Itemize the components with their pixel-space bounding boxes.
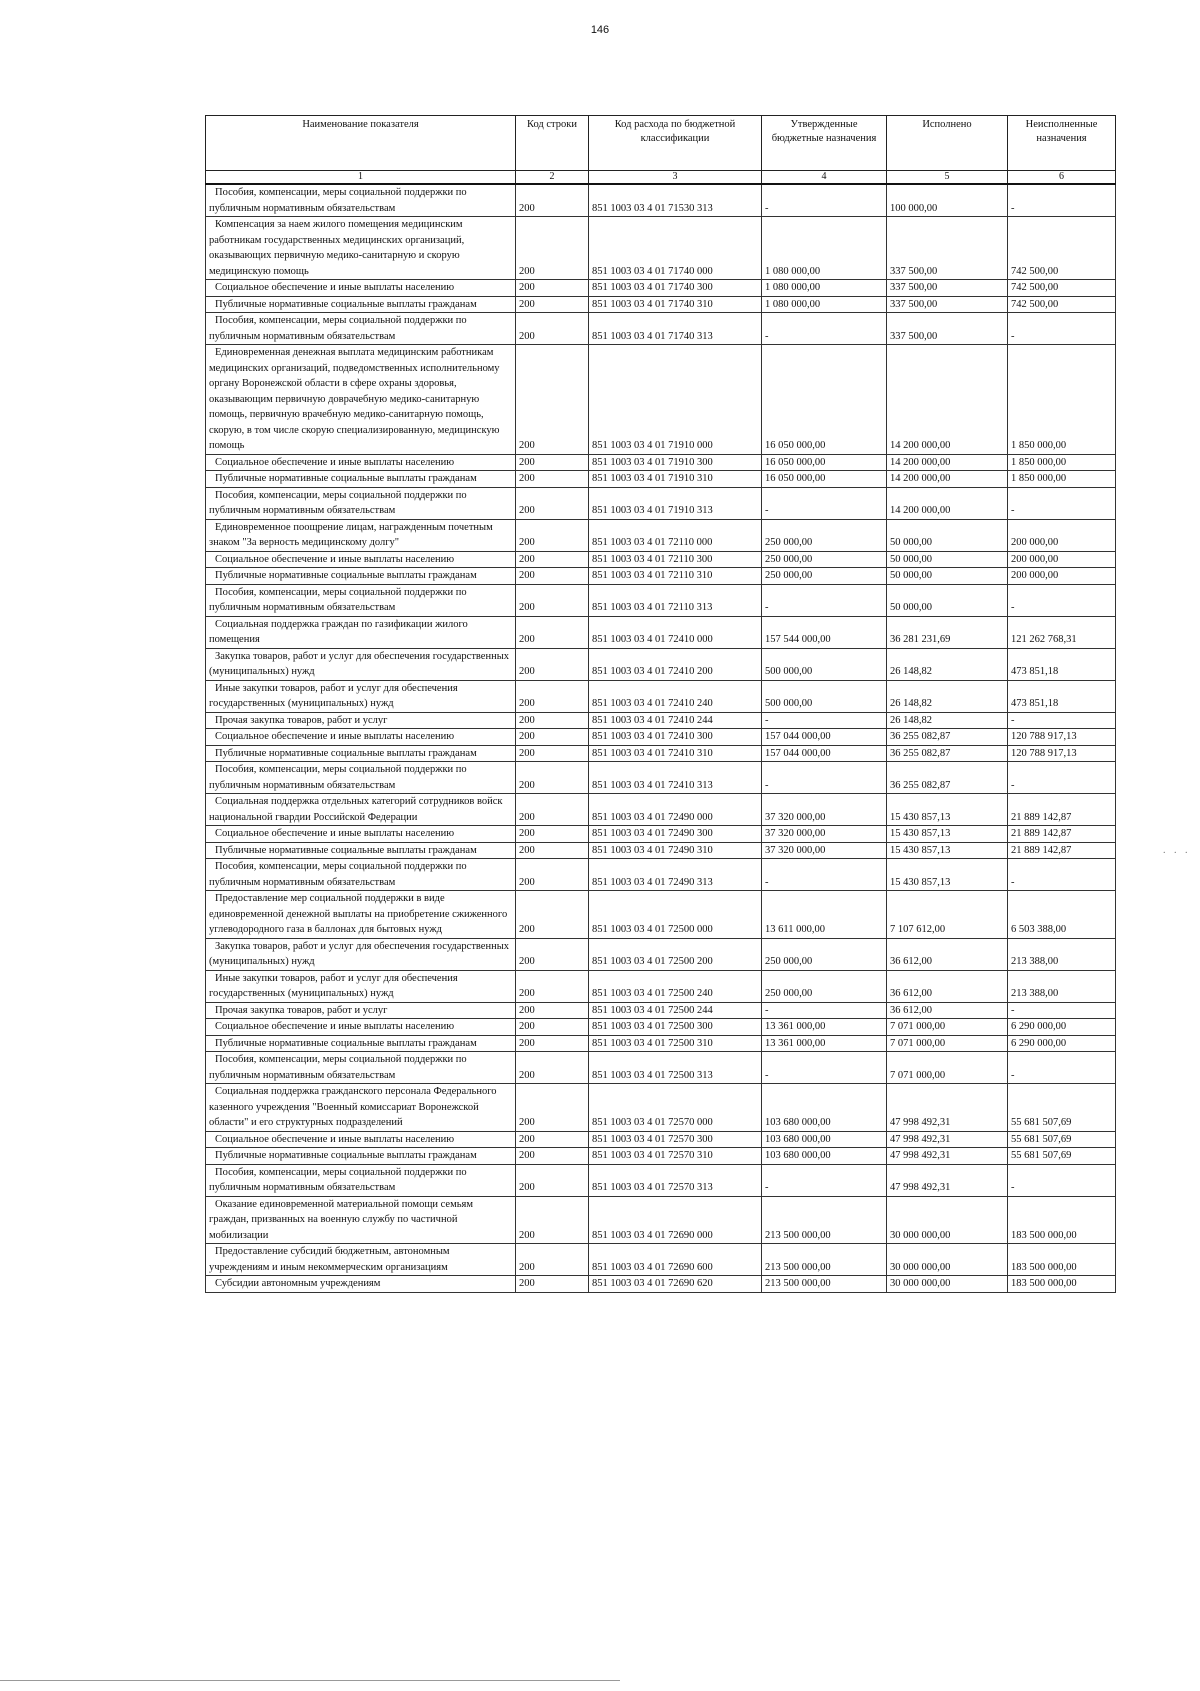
row-name-cell: Пособия, компенсации, меры социальной поддержки по публичным нормативным обязательствам: [206, 859, 516, 891]
row-executed-cell: 36 255 082,87: [887, 762, 1008, 794]
row-expense-code-cell: 851 1003 03 4 01 71910 313: [589, 487, 762, 519]
table-row: [206, 296, 1116, 313]
row-executed-cell: 50 000,00: [887, 519, 1008, 551]
row-line-code-cell: 200: [516, 680, 589, 712]
row-unexecuted-cell: 213 388,00: [1008, 938, 1116, 970]
row-executed-cell: 15 430 857,13: [887, 826, 1008, 843]
row-expense-code-cell: 851 1003 03 4 01 72690 000: [589, 1196, 762, 1244]
scan-artifact-line: [0, 1680, 620, 1681]
row-executed-cell: 50 000,00: [887, 584, 1008, 616]
table-row: [206, 1196, 1116, 1244]
row-executed-cell: 36 255 082,87: [887, 729, 1008, 746]
row-unexecuted-cell: 21 889 142,87: [1008, 842, 1116, 859]
row-expense-code-cell: 851 1003 03 4 01 72570 310: [589, 1148, 762, 1165]
row-line-code-cell: 200: [516, 842, 589, 859]
row-expense-code-cell: 851 1003 03 4 01 71910 310: [589, 471, 762, 488]
row-name-cell: Пособия, компенсации, меры социальной поддержки по публичным нормативным обязательствам: [206, 762, 516, 794]
row-name-cell: Публичные нормативные социальные выплаты гражданам: [206, 745, 516, 762]
row-unexecuted-cell: 120 788 917,13: [1008, 745, 1116, 762]
row-line-code-cell: 200: [516, 454, 589, 471]
row-executed-cell: 36 612,00: [887, 1002, 1008, 1019]
row-unexecuted-cell: 213 388,00: [1008, 970, 1116, 1002]
column-number: 2: [516, 171, 589, 185]
table-row: [206, 217, 1116, 280]
row-executed-cell: 30 000 000,00: [887, 1196, 1008, 1244]
table-row: [206, 1164, 1116, 1196]
row-approved-cell: -: [762, 712, 887, 729]
row-expense-code-cell: 851 1003 03 4 01 72490 313: [589, 859, 762, 891]
row-name-cell: Предоставление субсидий бюджетным, автономным учреждениям и иным некоммерческим организациям: [206, 1244, 516, 1276]
row-executed-cell: 26 148,82: [887, 712, 1008, 729]
column-number: 1: [206, 171, 516, 185]
row-name-cell: Субсидии автономным учреждениям: [206, 1276, 516, 1293]
row-name-cell: Единовременная денежная выплата медицинским работникам медицинских организаций, подведомственных исполнительному органу Воронежской области в сфере охраны здоровья, оказывающим первичную доврачебную медико-санитарную помощь, первичную врачебную медико-санитарную помощь, скорую, в том числе скорую специализированную, медицинскую помощь: [206, 345, 516, 455]
row-expense-code-cell: 851 1003 03 4 01 72570 313: [589, 1164, 762, 1196]
row-expense-code-cell: 851 1003 03 4 01 72500 313: [589, 1052, 762, 1084]
row-unexecuted-cell: 55 681 507,69: [1008, 1084, 1116, 1132]
row-executed-cell: 47 998 492,31: [887, 1084, 1008, 1132]
table-row: [206, 345, 1116, 455]
row-expense-code-cell: 851 1003 03 4 01 72410 300: [589, 729, 762, 746]
row-unexecuted-cell: 200 000,00: [1008, 568, 1116, 585]
table-row: [206, 1002, 1116, 1019]
row-expense-code-cell: 851 1003 03 4 01 72570 300: [589, 1131, 762, 1148]
header-row: [206, 116, 1116, 171]
row-approved-cell: 13 361 000,00: [762, 1019, 887, 1036]
column-header-approved: Утвержденные бюджетные назначения: [762, 116, 887, 171]
row-unexecuted-cell: 742 500,00: [1008, 280, 1116, 297]
row-unexecuted-cell: 6 290 000,00: [1008, 1035, 1116, 1052]
row-executed-cell: 30 000 000,00: [887, 1276, 1008, 1293]
row-approved-cell: 213 500 000,00: [762, 1244, 887, 1276]
row-line-code-cell: 200: [516, 345, 589, 455]
row-approved-cell: 157 044 000,00: [762, 729, 887, 746]
row-unexecuted-cell: 742 500,00: [1008, 296, 1116, 313]
row-unexecuted-cell: 1 850 000,00: [1008, 454, 1116, 471]
row-line-code-cell: 200: [516, 891, 589, 939]
row-unexecuted-cell: 1 850 000,00: [1008, 471, 1116, 488]
row-line-code-cell: 200: [516, 970, 589, 1002]
table-row: [206, 1244, 1116, 1276]
row-approved-cell: 103 680 000,00: [762, 1084, 887, 1132]
row-unexecuted-cell: 121 262 768,31: [1008, 616, 1116, 648]
table-row: [206, 1052, 1116, 1084]
row-name-cell: Социальное обеспечение и иные выплаты населению: [206, 1019, 516, 1036]
row-approved-cell: -: [762, 313, 887, 345]
row-name-cell: Социальное обеспечение и иные выплаты населению: [206, 280, 516, 297]
table-body: [206, 184, 1116, 1292]
column-header-expense-code: Код расхода по бюджетной классификации: [589, 116, 762, 171]
row-expense-code-cell: 851 1003 03 4 01 72690 600: [589, 1244, 762, 1276]
row-approved-cell: 103 680 000,00: [762, 1148, 887, 1165]
row-expense-code-cell: 851 1003 03 4 01 71910 000: [589, 345, 762, 455]
row-name-cell: Компенсация за наем жилого помещения медицинским работникам государственных медицинских организаций, оказывающих первичную медико-санитарную и скорую медицинскую помощь: [206, 217, 516, 280]
row-expense-code-cell: 851 1003 03 4 01 71740 000: [589, 217, 762, 280]
row-unexecuted-cell: 55 681 507,69: [1008, 1148, 1116, 1165]
row-expense-code-cell: 851 1003 03 4 01 71740 313: [589, 313, 762, 345]
row-expense-code-cell: 851 1003 03 4 01 72570 000: [589, 1084, 762, 1132]
row-name-cell: Пособия, компенсации, меры социальной поддержки по публичным нормативным обязательствам: [206, 487, 516, 519]
row-approved-cell: 37 320 000,00: [762, 794, 887, 826]
table-row: [206, 584, 1116, 616]
row-executed-cell: 337 500,00: [887, 217, 1008, 280]
row-executed-cell: 50 000,00: [887, 568, 1008, 585]
row-expense-code-cell: 851 1003 03 4 01 72410 240: [589, 680, 762, 712]
row-unexecuted-cell: 1 850 000,00: [1008, 345, 1116, 455]
row-line-code-cell: 200: [516, 648, 589, 680]
row-executed-cell: 26 148,82: [887, 648, 1008, 680]
row-executed-cell: 7 071 000,00: [887, 1052, 1008, 1084]
row-line-code-cell: 200: [516, 616, 589, 648]
row-unexecuted-cell: -: [1008, 313, 1116, 345]
row-executed-cell: 14 200 000,00: [887, 487, 1008, 519]
column-header-name: Наименование показателя: [206, 116, 516, 171]
row-line-code-cell: 200: [516, 1196, 589, 1244]
row-executed-cell: 36 612,00: [887, 970, 1008, 1002]
row-line-code-cell: 200: [516, 1002, 589, 1019]
row-line-code-cell: 200: [516, 1052, 589, 1084]
column-header-executed: Исполнено: [887, 116, 1008, 171]
table-row: [206, 794, 1116, 826]
row-expense-code-cell: 851 1003 03 4 01 72110 000: [589, 519, 762, 551]
row-line-code-cell: 200: [516, 584, 589, 616]
table-row: [206, 1276, 1116, 1293]
row-line-code-cell: 200: [516, 712, 589, 729]
row-line-code-cell: 200: [516, 184, 589, 217]
row-name-cell: Единовременное поощрение лицам, награжденным почетным знаком "За верность медицинскому долгу": [206, 519, 516, 551]
row-line-code-cell: 200: [516, 826, 589, 843]
row-name-cell: Публичные нормативные социальные выплаты гражданам: [206, 568, 516, 585]
row-expense-code-cell: 851 1003 03 4 01 72110 300: [589, 551, 762, 568]
row-executed-cell: 14 200 000,00: [887, 345, 1008, 455]
row-name-cell: Пособия, компенсации, меры социальной поддержки по публичным нормативным обязательствам: [206, 584, 516, 616]
row-line-code-cell: 200: [516, 1244, 589, 1276]
row-name-cell: Социальное обеспечение и иные выплаты населению: [206, 729, 516, 746]
table-row: [206, 471, 1116, 488]
row-executed-cell: 36 612,00: [887, 938, 1008, 970]
row-name-cell: Публичные нормативные социальные выплаты гражданам: [206, 1148, 516, 1165]
row-line-code-cell: 200: [516, 217, 589, 280]
table-row: [206, 859, 1116, 891]
row-name-cell: Публичные нормативные социальные выплаты гражданам: [206, 471, 516, 488]
column-header-unexecuted: Неисполненные назначения: [1008, 116, 1116, 171]
row-expense-code-cell: 851 1003 03 4 01 72110 313: [589, 584, 762, 616]
row-approved-cell: 157 544 000,00: [762, 616, 887, 648]
row-line-code-cell: 200: [516, 487, 589, 519]
row-expense-code-cell: 851 1003 03 4 01 72410 244: [589, 712, 762, 729]
table-row: [206, 487, 1116, 519]
row-approved-cell: 1 080 000,00: [762, 296, 887, 313]
row-approved-cell: 500 000,00: [762, 680, 887, 712]
table-row: [206, 938, 1116, 970]
row-unexecuted-cell: 200 000,00: [1008, 519, 1116, 551]
row-expense-code-cell: 851 1003 03 4 01 71910 300: [589, 454, 762, 471]
row-name-cell: Иные закупки товаров, работ и услуг для обеспечения государственных (муниципальных) нужд: [206, 680, 516, 712]
row-name-cell: Социальное обеспечение и иные выплаты населению: [206, 454, 516, 471]
table-row: [206, 712, 1116, 729]
table-row: [206, 568, 1116, 585]
row-name-cell: Пособия, компенсации, меры социальной поддержки по публичным нормативным обязательствам: [206, 313, 516, 345]
row-approved-cell: 13 611 000,00: [762, 891, 887, 939]
column-header-line-code: Код строки: [516, 116, 589, 171]
row-line-code-cell: 200: [516, 745, 589, 762]
row-executed-cell: 337 500,00: [887, 296, 1008, 313]
row-executed-cell: 7 107 612,00: [887, 891, 1008, 939]
table-row: [206, 1019, 1116, 1036]
row-name-cell: Пособия, компенсации, меры социальной поддержки по публичным нормативным обязательствам: [206, 1164, 516, 1196]
row-executed-cell: 36 281 231,69: [887, 616, 1008, 648]
row-name-cell: Оказание единовременной материальной помощи семьям граждан, призванных на военную службу по частичной мобилизации: [206, 1196, 516, 1244]
row-executed-cell: 15 430 857,13: [887, 859, 1008, 891]
row-approved-cell: 16 050 000,00: [762, 471, 887, 488]
row-approved-cell: 213 500 000,00: [762, 1196, 887, 1244]
table-row: [206, 762, 1116, 794]
row-name-cell: Социальное обеспечение и иные выплаты населению: [206, 1131, 516, 1148]
row-unexecuted-cell: 55 681 507,69: [1008, 1131, 1116, 1148]
row-unexecuted-cell: -: [1008, 1002, 1116, 1019]
row-unexecuted-cell: -: [1008, 584, 1116, 616]
row-line-code-cell: 200: [516, 1084, 589, 1132]
row-unexecuted-cell: -: [1008, 762, 1116, 794]
row-approved-cell: 250 000,00: [762, 568, 887, 585]
row-name-cell: Социальная поддержка гражданского персонала Федерального казенного учреждения "Военный комиссариат Воронежской области" и его структурных подразделений: [206, 1084, 516, 1132]
row-approved-cell: 13 361 000,00: [762, 1035, 887, 1052]
row-executed-cell: 47 998 492,31: [887, 1164, 1008, 1196]
row-line-code-cell: 200: [516, 551, 589, 568]
row-unexecuted-cell: 742 500,00: [1008, 217, 1116, 280]
table-row: [206, 280, 1116, 297]
row-name-cell: Закупка товаров, работ и услуг для обеспечения государственных (муниципальных) нужд: [206, 938, 516, 970]
row-approved-cell: 103 680 000,00: [762, 1131, 887, 1148]
page-number: 146: [590, 24, 610, 36]
table-row: [206, 648, 1116, 680]
row-executed-cell: 47 998 492,31: [887, 1131, 1008, 1148]
row-line-code-cell: 200: [516, 1035, 589, 1052]
row-unexecuted-cell: 200 000,00: [1008, 551, 1116, 568]
row-line-code-cell: 200: [516, 859, 589, 891]
row-expense-code-cell: 851 1003 03 4 01 72690 620: [589, 1276, 762, 1293]
row-name-cell: Социальная поддержка отдельных категорий сотрудников войск национальной гвардии Российской Федерации: [206, 794, 516, 826]
row-executed-cell: 47 998 492,31: [887, 1148, 1008, 1165]
row-approved-cell: -: [762, 1164, 887, 1196]
row-executed-cell: 7 071 000,00: [887, 1035, 1008, 1052]
row-unexecuted-cell: 183 500 000,00: [1008, 1276, 1116, 1293]
row-name-cell: Публичные нормативные социальные выплаты гражданам: [206, 842, 516, 859]
row-expense-code-cell: 851 1003 03 4 01 72110 310: [589, 568, 762, 585]
row-name-cell: Предоставление мер социальной поддержки в виде единовременной денежной выплаты на приобретение сжиженного углеводородного газа в баллонах для бытовых нужд: [206, 891, 516, 939]
row-unexecuted-cell: 6 290 000,00: [1008, 1019, 1116, 1036]
row-name-cell: Публичные нормативные социальные выплаты гражданам: [206, 1035, 516, 1052]
row-name-cell: Пособия, компенсации, меры социальной поддержки по публичным нормативным обязательствам: [206, 184, 516, 217]
column-number-row: [206, 171, 1116, 185]
row-unexecuted-cell: 21 889 142,87: [1008, 826, 1116, 843]
row-unexecuted-cell: 473 851,18: [1008, 648, 1116, 680]
row-approved-cell: 1 080 000,00: [762, 280, 887, 297]
row-line-code-cell: 200: [516, 1131, 589, 1148]
row-approved-cell: -: [762, 1002, 887, 1019]
row-expense-code-cell: 851 1003 03 4 01 72490 310: [589, 842, 762, 859]
row-unexecuted-cell: 183 500 000,00: [1008, 1244, 1116, 1276]
row-approved-cell: 16 050 000,00: [762, 345, 887, 455]
row-unexecuted-cell: -: [1008, 712, 1116, 729]
scan-artifact-dots: . . .: [1163, 845, 1191, 856]
row-executed-cell: 7 071 000,00: [887, 1019, 1008, 1036]
table-row: [206, 1084, 1116, 1132]
row-line-code-cell: 200: [516, 938, 589, 970]
row-unexecuted-cell: 6 503 388,00: [1008, 891, 1116, 939]
table-row: [206, 1035, 1116, 1052]
row-line-code-cell: 200: [516, 1148, 589, 1165]
row-expense-code-cell: 851 1003 03 4 01 72490 000: [589, 794, 762, 826]
row-approved-cell: 37 320 000,00: [762, 826, 887, 843]
column-number: 6: [1008, 171, 1116, 185]
row-name-cell: Прочая закупка товаров, работ и услуг: [206, 1002, 516, 1019]
row-expense-code-cell: 851 1003 03 4 01 72500 300: [589, 1019, 762, 1036]
row-approved-cell: 250 000,00: [762, 938, 887, 970]
table-row: [206, 680, 1116, 712]
row-executed-cell: 14 200 000,00: [887, 471, 1008, 488]
row-executed-cell: 36 255 082,87: [887, 745, 1008, 762]
row-executed-cell: 15 430 857,13: [887, 794, 1008, 826]
table-row: [206, 891, 1116, 939]
row-unexecuted-cell: -: [1008, 1164, 1116, 1196]
row-approved-cell: -: [762, 487, 887, 519]
row-executed-cell: 14 200 000,00: [887, 454, 1008, 471]
table-row: [206, 184, 1116, 217]
row-unexecuted-cell: 21 889 142,87: [1008, 794, 1116, 826]
row-approved-cell: 250 000,00: [762, 551, 887, 568]
row-name-cell: Социальное обеспечение и иные выплаты населению: [206, 826, 516, 843]
row-expense-code-cell: 851 1003 03 4 01 72500 000: [589, 891, 762, 939]
row-executed-cell: 100 000,00: [887, 184, 1008, 217]
row-approved-cell: -: [762, 184, 887, 217]
row-line-code-cell: 200: [516, 729, 589, 746]
row-expense-code-cell: 851 1003 03 4 01 72410 000: [589, 616, 762, 648]
row-approved-cell: 1 080 000,00: [762, 217, 887, 280]
row-executed-cell: 26 148,82: [887, 680, 1008, 712]
row-approved-cell: 500 000,00: [762, 648, 887, 680]
table-row: [206, 454, 1116, 471]
row-unexecuted-cell: 183 500 000,00: [1008, 1196, 1116, 1244]
column-number: 5: [887, 171, 1008, 185]
row-expense-code-cell: 851 1003 03 4 01 71740 310: [589, 296, 762, 313]
row-line-code-cell: 200: [516, 471, 589, 488]
row-expense-code-cell: 851 1003 03 4 01 72490 300: [589, 826, 762, 843]
column-number: 3: [589, 171, 762, 185]
table-row: [206, 1148, 1116, 1165]
row-expense-code-cell: 851 1003 03 4 01 72410 313: [589, 762, 762, 794]
row-executed-cell: 337 500,00: [887, 313, 1008, 345]
row-line-code-cell: 200: [516, 313, 589, 345]
table-row: [206, 1131, 1116, 1148]
table-row: [206, 842, 1116, 859]
row-approved-cell: 250 000,00: [762, 970, 887, 1002]
row-approved-cell: -: [762, 584, 887, 616]
table-row: [206, 729, 1116, 746]
row-expense-code-cell: 851 1003 03 4 01 72500 244: [589, 1002, 762, 1019]
row-approved-cell: 213 500 000,00: [762, 1276, 887, 1293]
row-name-cell: Закупка товаров, работ и услуг для обеспечения государственных (муниципальных) нужд: [206, 648, 516, 680]
row-expense-code-cell: 851 1003 03 4 01 71740 300: [589, 280, 762, 297]
row-unexecuted-cell: -: [1008, 487, 1116, 519]
table-row: [206, 313, 1116, 345]
row-unexecuted-cell: 473 851,18: [1008, 680, 1116, 712]
row-executed-cell: 50 000,00: [887, 551, 1008, 568]
row-approved-cell: 157 044 000,00: [762, 745, 887, 762]
row-unexecuted-cell: -: [1008, 1052, 1116, 1084]
row-expense-code-cell: 851 1003 03 4 01 72500 310: [589, 1035, 762, 1052]
row-name-cell: Прочая закупка товаров, работ и услуг: [206, 712, 516, 729]
row-line-code-cell: 200: [516, 794, 589, 826]
row-unexecuted-cell: -: [1008, 859, 1116, 891]
row-line-code-cell: 200: [516, 1164, 589, 1196]
row-executed-cell: 15 430 857,13: [887, 842, 1008, 859]
row-line-code-cell: 200: [516, 568, 589, 585]
row-approved-cell: 16 050 000,00: [762, 454, 887, 471]
row-line-code-cell: 200: [516, 280, 589, 297]
row-approved-cell: -: [762, 859, 887, 891]
table-row: [206, 745, 1116, 762]
row-name-cell: Иные закупки товаров, работ и услуг для обеспечения государственных (муниципальных) нужд: [206, 970, 516, 1002]
row-approved-cell: 250 000,00: [762, 519, 887, 551]
row-expense-code-cell: 851 1003 03 4 01 72500 200: [589, 938, 762, 970]
row-expense-code-cell: 851 1003 03 4 01 71530 313: [589, 184, 762, 217]
row-executed-cell: 337 500,00: [887, 280, 1008, 297]
row-line-code-cell: 200: [516, 762, 589, 794]
row-expense-code-cell: 851 1003 03 4 01 72410 310: [589, 745, 762, 762]
row-approved-cell: -: [762, 1052, 887, 1084]
row-executed-cell: 30 000 000,00: [887, 1244, 1008, 1276]
table-row: [206, 551, 1116, 568]
row-name-cell: Социальная поддержка граждан по газификации жилого помещения: [206, 616, 516, 648]
table-row: [206, 519, 1116, 551]
row-expense-code-cell: 851 1003 03 4 01 72500 240: [589, 970, 762, 1002]
row-name-cell: Пособия, компенсации, меры социальной поддержки по публичным нормативным обязательствам: [206, 1052, 516, 1084]
row-name-cell: Социальное обеспечение и иные выплаты населению: [206, 551, 516, 568]
row-line-code-cell: 200: [516, 1019, 589, 1036]
row-unexecuted-cell: -: [1008, 184, 1116, 217]
row-name-cell: Публичные нормативные социальные выплаты гражданам: [206, 296, 516, 313]
row-approved-cell: 37 320 000,00: [762, 842, 887, 859]
row-line-code-cell: 200: [516, 1276, 589, 1293]
budget-execution-table: [205, 115, 1116, 1293]
row-line-code-cell: 200: [516, 519, 589, 551]
row-approved-cell: -: [762, 762, 887, 794]
table-row: [206, 616, 1116, 648]
column-number: 4: [762, 171, 887, 185]
table-row: [206, 826, 1116, 843]
table-row: [206, 970, 1116, 1002]
row-line-code-cell: 200: [516, 296, 589, 313]
row-expense-code-cell: 851 1003 03 4 01 72410 200: [589, 648, 762, 680]
row-unexecuted-cell: 120 788 917,13: [1008, 729, 1116, 746]
